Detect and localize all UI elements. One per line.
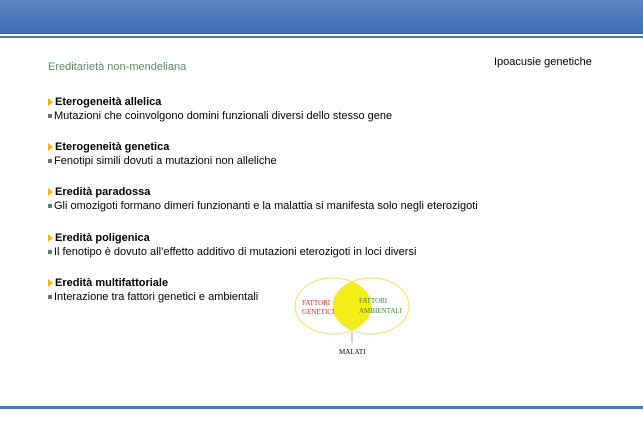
square-bullet-icon bbox=[48, 114, 52, 118]
section-description: Gli omozigoti formano dimeri funzionanti e la malattia si manifesta solo negli eterozigoti bbox=[54, 200, 478, 212]
section-heading bbox=[48, 276, 258, 290]
square-bullet-icon bbox=[48, 204, 52, 208]
venn-right-label-line2: AMBIENTALI bbox=[359, 307, 402, 315]
section-title: Eterogeneità allelica bbox=[55, 96, 162, 108]
section-heading bbox=[48, 95, 392, 109]
section-description-row bbox=[48, 199, 478, 213]
section-description-row bbox=[48, 245, 416, 259]
venn-bottom-label: MALATI bbox=[339, 348, 366, 356]
section-heading bbox=[48, 185, 478, 199]
venn-right-label-line1: FATTORI bbox=[359, 297, 388, 305]
section-title: Eredità paradossa bbox=[55, 186, 151, 198]
section-description: Fenotipi simili dovuti a mutazioni non alleliche bbox=[54, 155, 277, 167]
arrow-bullet-icon bbox=[48, 279, 53, 287]
section-genetic-heterogeneity bbox=[48, 140, 277, 168]
section-description: Interazione tra fattori genetici e ambientali bbox=[54, 291, 259, 303]
square-bullet-icon bbox=[48, 250, 52, 254]
arrow-bullet-icon bbox=[48, 234, 53, 242]
venn-left-label-line2: GENETICI bbox=[302, 308, 335, 316]
section-title: Eredità multifattoriale bbox=[55, 277, 169, 289]
section-description: Il fenotipo è dovuto all’effetto additivo di mutazioni eterozigoti in loci diversi bbox=[54, 246, 417, 258]
arrow-bullet-icon bbox=[48, 188, 53, 196]
arrow-bullet-icon bbox=[48, 98, 53, 106]
square-bullet-icon bbox=[48, 295, 52, 299]
slide-topic: Ipoacusie genetiche bbox=[494, 56, 592, 68]
section-multifactorial-inheritance bbox=[48, 276, 258, 304]
square-bullet-icon bbox=[48, 159, 52, 163]
section-heading bbox=[48, 231, 416, 245]
section-description-row bbox=[48, 290, 258, 304]
section-allelic-heterogeneity bbox=[48, 95, 392, 123]
venn-diagram bbox=[293, 276, 418, 358]
arrow-bullet-icon bbox=[48, 143, 53, 151]
header-bar bbox=[0, 0, 643, 34]
section-heading bbox=[48, 140, 277, 154]
section-description-row bbox=[48, 109, 392, 123]
section-paradoxical-inheritance bbox=[48, 185, 478, 213]
footer-divider bbox=[0, 406, 643, 409]
venn-left-label-line1: FATTORI bbox=[302, 299, 331, 307]
slide-subtitle: Ereditarietà non-mendeliana bbox=[48, 61, 187, 73]
section-polygenic-inheritance bbox=[48, 231, 416, 259]
section-title: Eredità poligenica bbox=[55, 232, 150, 244]
section-title: Eterogeneità genetica bbox=[55, 141, 170, 153]
section-description-row bbox=[48, 154, 277, 168]
section-description: Mutazioni che coinvolgono domini funzionali diversi dello stesso gene bbox=[54, 110, 393, 122]
header-divider bbox=[0, 36, 643, 38]
